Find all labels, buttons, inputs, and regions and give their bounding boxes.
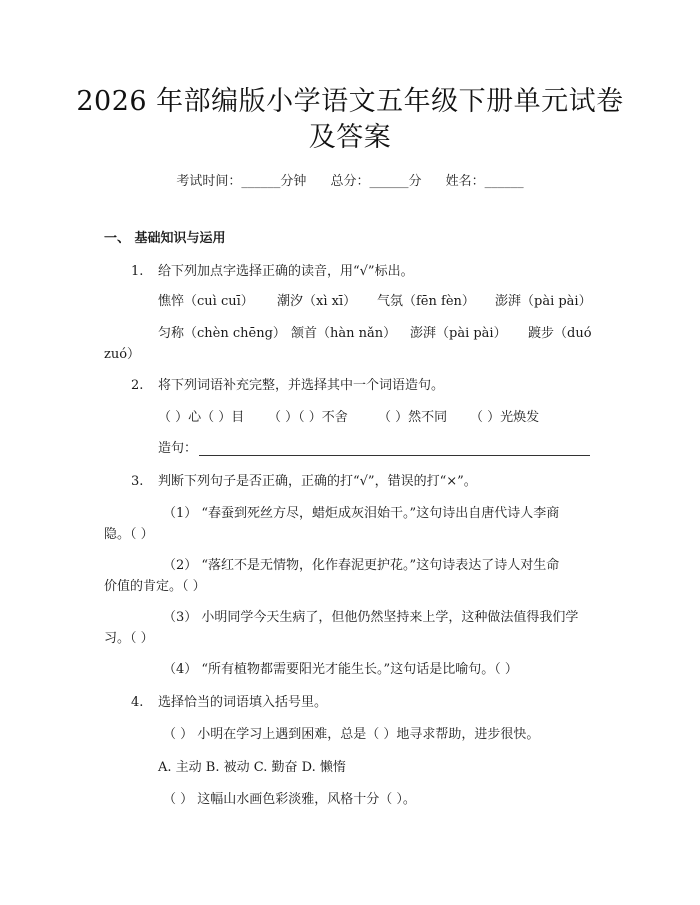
pinyin-option-continued: zuó） — [104, 347, 141, 362]
fill-blank-word: （ ）（ ）不舍 — [268, 410, 348, 425]
question-text: 选择恰当的词语填入括号里。 — [158, 695, 328, 710]
choice-options: A. 主动 B. 被动 C. 勤奋 D. 懒惰 — [158, 760, 346, 775]
judgment-item-continued: 习。（ ） — [104, 631, 154, 646]
pinyin-option: 憔悴（cuì cuī） — [158, 294, 254, 309]
judgment-item: （4） “所有植物都需要阳光才能生长。”这句话是比喻句。（ ） — [163, 662, 518, 677]
choice-item: （ ） 小明在学习上遇到困难，总是（ ）地寻求帮助，进步很快。 — [163, 727, 540, 742]
question-number: 4. — [131, 695, 144, 710]
question-number: 3. — [131, 474, 144, 489]
fill-blank-word: （ ）然不同 — [378, 410, 448, 425]
exam-time-field: 考试时间：______分钟 — [176, 174, 307, 189]
exam-title-line1: 2026 年部编版小学语文五年级下册单元试卷 — [76, 86, 624, 117]
sentence-answer-line — [199, 440, 590, 462]
judgment-item: （2） “落红不是无情物，化作春泥更护花。”这句诗表达了诗人对生命 — [163, 558, 560, 573]
fill-blank-word: （ ）光焕发 — [470, 410, 540, 425]
exam-name-field: 姓名：______ — [445, 174, 524, 189]
judgment-item: （3） 小明同学今天生病了，但他仍然坚持来上学，这种做法值得我们学 — [163, 610, 579, 625]
fill-blank-word: （ ）心（ ）目 — [158, 410, 245, 425]
pinyin-option: 匀称（chèn chēng） — [158, 326, 286, 341]
pinyin-option: 澎湃（pài pài） — [410, 326, 507, 341]
judgment-item: （1） “春蚕到死丝方尽，蜡炬成灰泪始干。”这句诗出自唐代诗人李商 — [163, 506, 560, 521]
question-text: 给下列加点字选择正确的读音，用“√”标出。 — [158, 264, 414, 279]
judgment-item-continued: 价值的肯定。（ ） — [104, 579, 206, 594]
question-number: 2. — [131, 378, 144, 393]
judgment-item-continued: 隐。（ ） — [104, 527, 154, 542]
exam-title-line2: 及答案 — [308, 122, 392, 153]
pinyin-option: 颔首（hàn nǎn） — [291, 326, 397, 341]
exam-info-row — [0, 170, 700, 189]
pinyin-option: 潮汐（xì xī） — [277, 294, 357, 309]
question-number: 1. — [131, 264, 144, 279]
sentence-label: 造句： — [158, 441, 198, 456]
choice-item: （ ） 这幅山水画色彩淡雅，风格十分（ ）。 — [163, 792, 416, 807]
section-heading: 一、 基础知识与运用 — [104, 231, 226, 246]
question-text: 将下列词语补充完整，并选择其中一个词语造句。 — [158, 378, 445, 393]
pinyin-option: 澎湃（pài pài） — [495, 294, 592, 309]
pinyin-option: 气氛（fēn fèn） — [377, 294, 475, 309]
question-text: 判断下列句子是否正确，正确的打“√”，错误的打“×”。 — [158, 474, 477, 489]
exam-score-field: 总分：______分 — [330, 174, 422, 189]
pinyin-option: 踱步（duó — [528, 326, 592, 341]
